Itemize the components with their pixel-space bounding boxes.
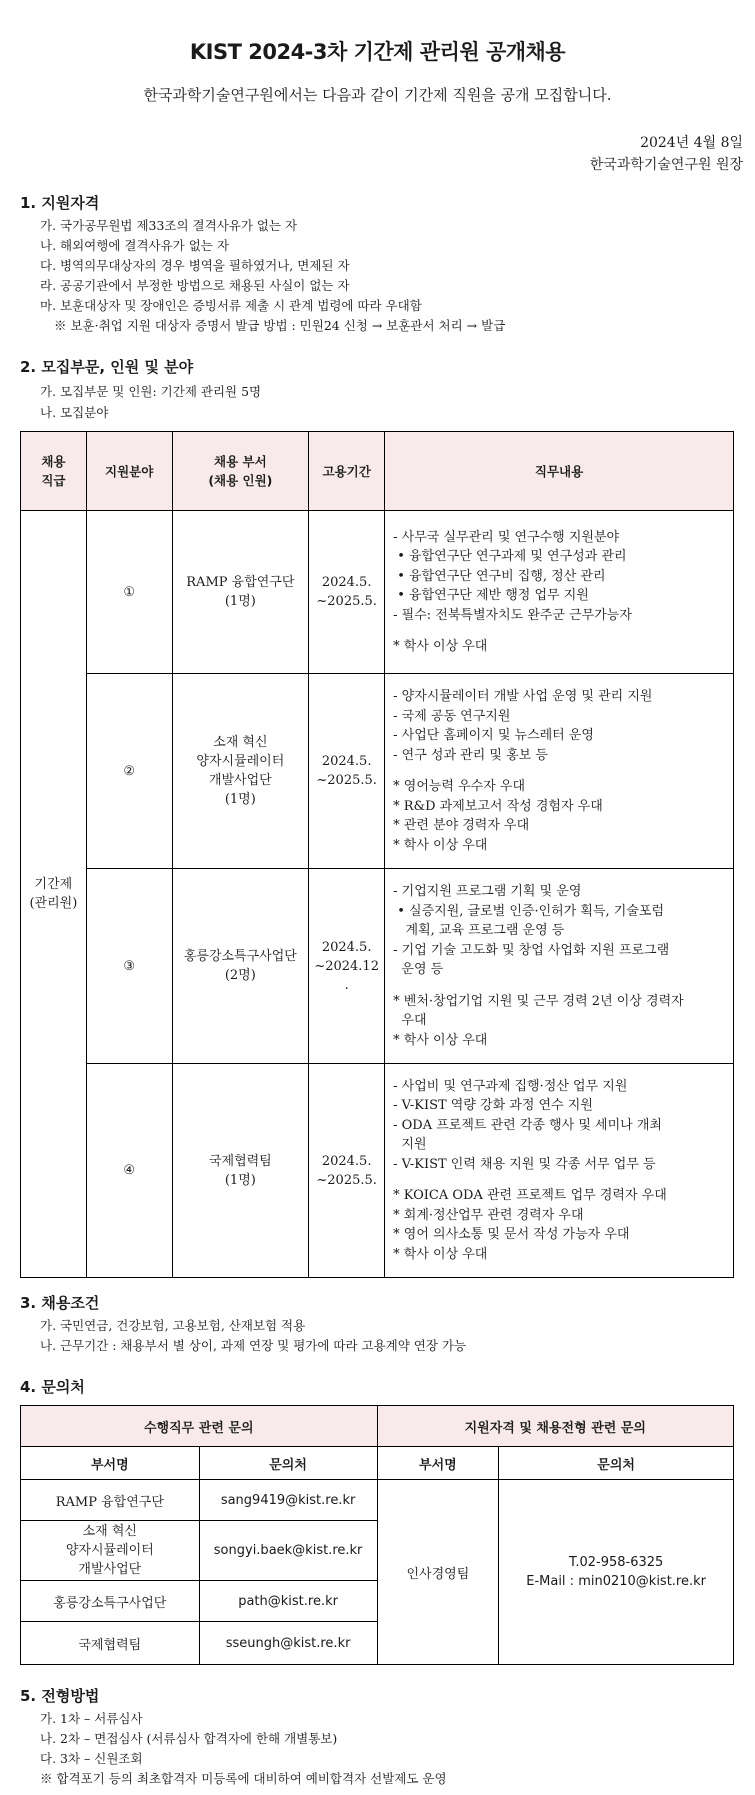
contact-table bbox=[20, 1405, 734, 1665]
signature: 한국과학기술연구원 원장 bbox=[589, 157, 743, 173]
section-heading: 1. 지원자격 bbox=[20, 194, 100, 212]
duty-line: - 국제 공동 연구지원 bbox=[393, 708, 511, 724]
dept-cell: 국제협력팀 (1명) bbox=[172, 1064, 309, 1278]
duty-line: 우대 bbox=[393, 1013, 427, 1028]
field-cell: ④ bbox=[86, 1064, 172, 1278]
duties-cell bbox=[385, 674, 734, 869]
contact-subheader: 문의처 bbox=[199, 1447, 377, 1480]
contact-subheader: 문의처 bbox=[499, 1447, 734, 1480]
table-row bbox=[21, 674, 734, 869]
contact-email[interactable]: sseungh@kist.re.kr bbox=[199, 1622, 377, 1665]
duty-line: - 연구 성과 관리 및 홍보 등 bbox=[393, 747, 548, 763]
list-item: 가. 국민연금, 건강보험, 고용보험, 산재보험 적용 bbox=[40, 1318, 306, 1333]
list-item: 마. 보훈대상자 및 장애인은 증빙서류 제출 시 관계 법령에 따라 우대함 bbox=[40, 298, 422, 313]
duty-line: 지원 bbox=[393, 1137, 427, 1153]
section-heading: 2. 모집부문, 인원 및 분야 bbox=[20, 358, 194, 376]
duty-line: - 필수: 전북특별자치도 완주군 근무가능자 bbox=[393, 607, 632, 623]
duty-line: - 기업지원 프로그램 기획 및 운영 bbox=[393, 884, 582, 899]
duty-line: - 사업비 및 연구과제 집행·정산 업무 지원 bbox=[393, 1078, 628, 1094]
duty-line: • 융합연구단 연구과제 및 연구성과 관리 bbox=[393, 549, 627, 564]
dept-subheader: 부서명 bbox=[377, 1447, 499, 1480]
note: ※ 합격포기 등의 최초합격자 미등록에 대비하여 예비합격자 선발제도 운영 bbox=[40, 1771, 447, 1786]
table-row bbox=[21, 1480, 734, 1521]
duty-line: - V-KIST 인력 채용 지원 및 각종 서무 업무 등 bbox=[393, 1156, 656, 1172]
list-item: 가. 국가공무원법 제33조의 결격사유가 없는 자 bbox=[40, 218, 298, 233]
dept-subheader: 부서명 bbox=[21, 1447, 200, 1480]
dept-cell: 소재 혁신 양자시뮬레이터 개발사업단 (1명) bbox=[172, 674, 309, 869]
duty-line: - ODA 프로젝트 관련 각종 행사 및 세미나 개최 bbox=[393, 1117, 662, 1133]
list-item: 나. 해외여행에 결격사유가 없는 자 bbox=[40, 238, 229, 253]
section-heading: 5. 전형방법 bbox=[20, 1687, 100, 1705]
field-cell: ③ bbox=[86, 869, 172, 1064]
table-row bbox=[21, 1064, 734, 1278]
list-item: 나. 모집분야 bbox=[40, 405, 109, 420]
hr-phone: T.02-958-6325 bbox=[568, 1555, 664, 1570]
contact-email[interactable]: path@kist.re.kr bbox=[199, 1581, 377, 1622]
field-cell: ① bbox=[86, 511, 172, 674]
list-item: 라. 공공기관에서 부정한 방법으로 채용된 사실이 없는 자 bbox=[40, 278, 350, 293]
duty-line: * 영어능력 우수자 우대 bbox=[393, 779, 526, 794]
table-row bbox=[21, 869, 734, 1064]
dept-cell: RAMP 융합연구단 (1명) bbox=[172, 511, 309, 674]
page-title: KIST 2024-3차 기간제 관리원 공개채용 bbox=[189, 40, 566, 64]
header-dept: 채용 부서 (채용 인원) bbox=[172, 432, 309, 511]
period-cell: 2024.5. ~2025.5. bbox=[309, 674, 385, 869]
grade-cell: 기간제 (관리원) bbox=[21, 511, 87, 1278]
duty-line: • 실증지원, 글로벌 인증·인허가 획득, 기술포럼 bbox=[393, 903, 665, 919]
table-row bbox=[21, 511, 734, 674]
list-item: 다. 병역의무대상자의 경우 병역을 필하였거나, 면제된 자 bbox=[40, 258, 350, 273]
duty-line: * 영어 의사소통 및 문서 작성 가능자 우대 bbox=[393, 1227, 630, 1243]
header-duties: 직무내용 bbox=[385, 432, 734, 511]
recruitment-table bbox=[20, 431, 734, 1278]
dept-cell: 홍릉강소특구사업단 (2명) bbox=[172, 869, 309, 1064]
duty-line: * 학사 이상 우대 bbox=[393, 837, 488, 853]
duty-line: - 기업 기술 고도화 및 창업 사업화 지원 프로그램 bbox=[393, 942, 670, 958]
list-item: 가. 1차 – 서류심사 bbox=[40, 1711, 143, 1726]
list-item: 다. 3차 – 신원조회 bbox=[40, 1751, 143, 1766]
contact-email[interactable]: sang9419@kist.re.kr bbox=[199, 1480, 377, 1521]
list-item: 가. 모집부문 및 인원: 기간제 관리원 5명 bbox=[40, 384, 262, 399]
duties-cell bbox=[385, 869, 734, 1064]
intro-text: 한국과학기술연구원에서는 다음과 같이 기간제 직원을 공개 모집합니다. bbox=[143, 86, 612, 104]
duty-line: - 사업단 홈페이지 및 뉴스레터 운영 bbox=[393, 728, 594, 743]
duties-cell bbox=[385, 511, 734, 674]
list-item: 나. 근무기간 : 채용부서 별 상이, 과제 연장 및 평가에 따라 고용계약 연장 가능 bbox=[40, 1338, 467, 1353]
duty-line: 계획, 교육 프로그램 운영 등 bbox=[393, 923, 565, 938]
section-heading: 3. 채용조건 bbox=[20, 1294, 100, 1312]
header-field: 지원분야 bbox=[86, 432, 172, 511]
duty-line: * R&D 과제보고서 작성 경험자 우대 bbox=[393, 798, 603, 814]
duty-line: * 학사 이상 우대 bbox=[393, 639, 488, 654]
hr-contact-cell bbox=[499, 1480, 734, 1665]
dept-cell: RAMP 융합연구단 bbox=[21, 1480, 200, 1521]
duty-line: - V-KIST 역량 강화 과정 연수 지원 bbox=[393, 1098, 593, 1114]
dept-cell: 소재 혁신 양자시뮬레이터 개발사업단 bbox=[21, 1521, 200, 1581]
hr-dept-cell: 인사경영팀 bbox=[377, 1480, 499, 1665]
duty-line: * 벤처·창업기업 지원 및 근무 경력 2년 이상 경력자 bbox=[393, 993, 684, 1009]
period-cell: 2024.5. ~2025.5. bbox=[309, 1064, 385, 1278]
period-cell: 2024.5. ~2025.5. bbox=[309, 511, 385, 674]
duty-line: * 학사 이상 우대 bbox=[393, 1246, 488, 1262]
hr-email[interactable]: E-Mail : min0210@kist.re.kr bbox=[526, 1574, 706, 1589]
contact-email[interactable]: songyi.baek@kist.re.kr bbox=[199, 1521, 377, 1581]
announcement-date: 2024년 4월 8일 bbox=[640, 135, 743, 151]
duty-line: * 관련 분야 경력자 우대 bbox=[393, 818, 530, 833]
duty-line: - 양자시뮬레이터 개발 사업 운영 및 관리 지원 bbox=[393, 689, 653, 704]
duty-line: 운영 등 bbox=[393, 962, 444, 977]
hr-inquiry-header: 지원자격 및 채용전형 관련 문의 bbox=[377, 1406, 733, 1447]
duty-line: - 사무국 실무관리 및 연구수행 지원분야 bbox=[393, 529, 620, 545]
note: ※ 보훈·취업 지원 대상자 증명서 발급 방법 : 민원24 신청 → 보훈관서 처리 → 발급 bbox=[54, 318, 506, 333]
header-period: 고용기간 bbox=[309, 432, 385, 511]
duty-line: * 학사 이상 우대 bbox=[393, 1032, 488, 1048]
duty-line: * KOICA ODA 관련 프로젝트 업무 경력자 우대 bbox=[393, 1188, 667, 1204]
duty-line: * 회계·정산업무 관련 경력자 우대 bbox=[393, 1207, 584, 1223]
dept-cell: 홍릉강소특구사업단 bbox=[21, 1581, 200, 1622]
duty-line: • 융합연구단 제반 행정 업무 지원 bbox=[393, 588, 589, 603]
duties-cell bbox=[385, 1064, 734, 1278]
field-cell: ② bbox=[86, 674, 172, 869]
list-item: 나. 2차 – 면접심사 (서류심사 합격자에 한해 개별통보) bbox=[40, 1731, 338, 1746]
job-inquiry-header: 수행직무 관련 문의 bbox=[21, 1406, 378, 1447]
header-grade: 채용 직급 bbox=[21, 432, 87, 511]
duty-line: • 융합연구단 연구비 집행, 정산 관리 bbox=[393, 568, 606, 584]
period-cell: 2024.5. ~2024.12 . bbox=[309, 869, 385, 1064]
section-heading: 4. 문의처 bbox=[20, 1378, 85, 1396]
dept-cell: 국제협력팀 bbox=[21, 1622, 200, 1665]
